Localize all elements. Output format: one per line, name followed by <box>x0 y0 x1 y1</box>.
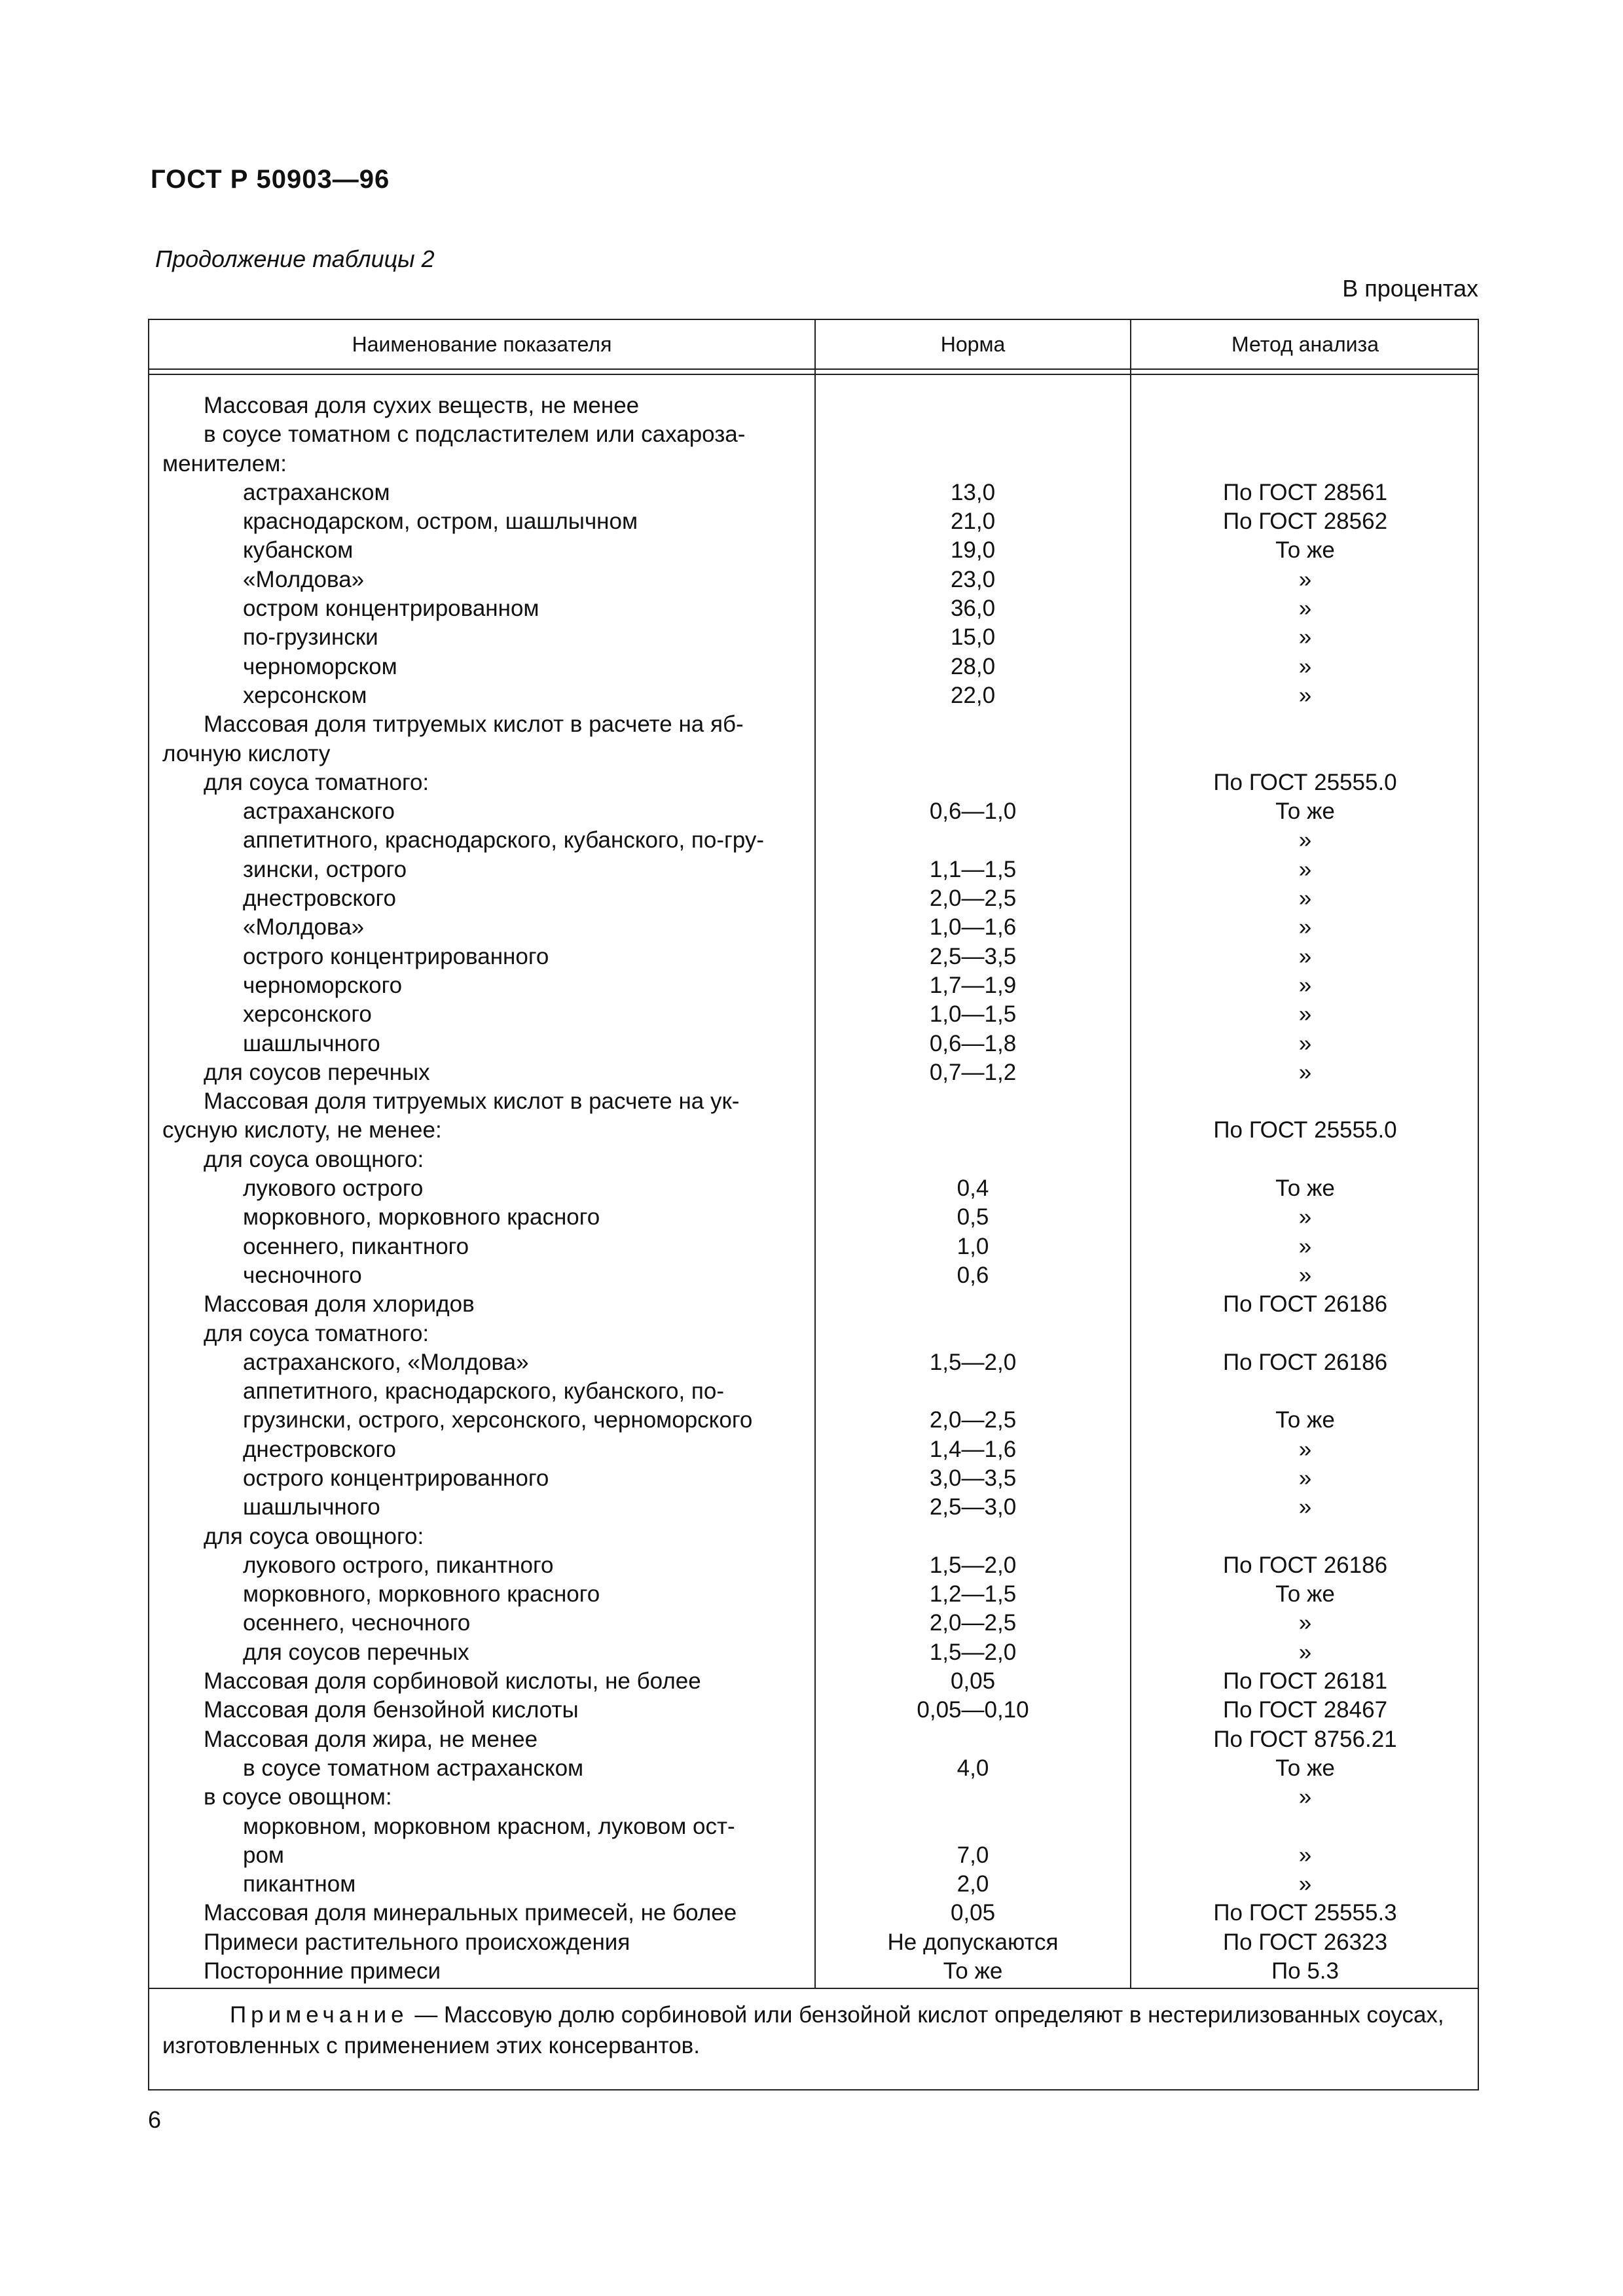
cell-method: По ГОСТ 26186 <box>1222 1291 1388 1318</box>
table-row <box>149 1174 1478 1203</box>
cell-method: По ГОСТ 28467 <box>1222 1697 1388 1723</box>
cell-indicator-name: для соусов перечных <box>243 1639 469 1665</box>
table-row <box>149 1609 1478 1638</box>
cell-indicator-name: морковного, морковного красного <box>243 1581 600 1607</box>
cell-indicator-name: лукового острого <box>243 1175 424 1202</box>
cell-method: » <box>1298 1059 1312 1085</box>
table-row <box>149 710 1478 739</box>
cell-norm: 22,0 <box>950 682 996 708</box>
cell-indicator-name: острого концентрированного <box>243 943 549 969</box>
cell-indicator-name: Массовая доля жира, не менее <box>204 1726 538 1752</box>
cell-indicator-name: Примеси растительного происхождения <box>204 1929 630 1955</box>
table-row <box>149 1000 1478 1029</box>
column-header-norm: Норма <box>940 332 1006 356</box>
cell-indicator-name: лочную кислоту <box>162 740 331 766</box>
cell-norm: 4,0 <box>957 1755 989 1781</box>
cell-norm: 23,0 <box>950 566 996 592</box>
cell-norm: 2,5—3,5 <box>929 943 1017 969</box>
cell-indicator-name: астраханском <box>243 479 390 505</box>
cell-indicator-name: пикантном <box>243 1871 356 1897</box>
cell-method: То же <box>1275 1175 1335 1202</box>
cell-method: По ГОСТ 25555.0 <box>1213 1117 1397 1143</box>
cell-indicator-name: острого концентрированного <box>243 1465 549 1491</box>
table-row <box>149 391 1478 420</box>
cell-norm: 0,7—1,2 <box>929 1059 1017 1085</box>
cell-method: По 5.3 <box>1271 1958 1339 1984</box>
table-row <box>149 1638 1478 1667</box>
cell-method: » <box>1298 653 1312 679</box>
column-header-method: Метод анализа <box>1231 332 1379 356</box>
cell-norm: 2,0—2,5 <box>929 1610 1017 1636</box>
table-row <box>149 653 1478 681</box>
cell-method: По ГОСТ 28562 <box>1222 509 1388 535</box>
table-row <box>149 1203 1478 1232</box>
cell-method: » <box>1298 624 1312 651</box>
cell-indicator-name: для соуса томатного: <box>204 1320 429 1346</box>
cell-norm: 36,0 <box>950 596 996 622</box>
cell-norm: 7,0 <box>957 1842 989 1868</box>
cell-norm: 0,6—1,0 <box>929 798 1017 825</box>
table-body <box>149 391 1478 1986</box>
specification-table <box>148 319 1479 2090</box>
cell-method: » <box>1298 596 1312 622</box>
cell-indicator-name: днестровского <box>243 886 397 912</box>
cell-method: То же <box>1275 1407 1335 1433</box>
cell-method: По ГОСТ 26181 <box>1222 1668 1388 1695</box>
cell-indicator-name: в соусе томатном астраханском <box>243 1755 584 1781</box>
cell-method: » <box>1298 886 1312 912</box>
cell-norm: 0,6—1,8 <box>929 1030 1017 1056</box>
table-row <box>149 1435 1478 1464</box>
table-row <box>149 855 1478 884</box>
cell-method: То же <box>1275 798 1335 825</box>
cell-norm: 0,4 <box>957 1175 989 1202</box>
cell-indicator-name: лукового острого, пикантного <box>243 1552 554 1578</box>
cell-norm: 1,4—1,6 <box>929 1436 1017 1462</box>
units-label: В процентах <box>1342 275 1478 302</box>
table-row <box>149 1957 1478 1986</box>
cell-indicator-name: осеннего, пикантного <box>243 1233 469 1259</box>
cell-indicator-name: менителем: <box>162 450 287 476</box>
cell-indicator-name: зински, острого <box>243 856 407 882</box>
document-code: ГОСТ Р 50903—96 <box>151 165 390 194</box>
cell-method: » <box>1298 1465 1312 1491</box>
cell-norm: 15,0 <box>950 624 996 651</box>
table-continuation-caption: Продолжение таблицы 2 <box>155 245 435 272</box>
cell-method: По ГОСТ 26186 <box>1222 1552 1388 1578</box>
cell-method: » <box>1298 1001 1312 1028</box>
cell-indicator-name: шашлычного <box>243 1494 380 1520</box>
table-row <box>149 740 1478 768</box>
cell-method: » <box>1298 682 1312 708</box>
table-row <box>149 1783 1478 1812</box>
table-row <box>149 1145 1478 1174</box>
table-row <box>149 768 1478 797</box>
table-row <box>149 971 1478 1000</box>
table-row <box>149 1464 1478 1493</box>
table-row <box>149 1319 1478 1348</box>
cell-method: » <box>1298 1233 1312 1259</box>
table-row <box>149 1841 1478 1870</box>
table-row <box>149 1116 1478 1145</box>
table-row <box>149 1522 1478 1551</box>
cell-method: » <box>1298 1262 1312 1288</box>
cell-indicator-name: Массовая доля бензойной кислоты <box>204 1697 579 1723</box>
table-row <box>149 1812 1478 1841</box>
table-row <box>149 1754 1478 1783</box>
cell-norm: 1,5—2,0 <box>929 1349 1017 1375</box>
cell-indicator-name: аппетитного, краснодарского, кубанского, по- <box>243 1378 724 1405</box>
table-row <box>149 1058 1478 1087</box>
table-row <box>149 1870 1478 1899</box>
table-row <box>149 420 1478 449</box>
table-row <box>149 1087 1478 1116</box>
cell-norm: 28,0 <box>950 653 996 679</box>
cell-method: » <box>1298 1030 1312 1056</box>
cell-indicator-name: «Молдова» <box>243 566 365 592</box>
cell-method: » <box>1298 566 1312 592</box>
cell-indicator-name: херсонского <box>243 1001 372 1028</box>
note-text: — Массовую долю сорбиновой или бензойной кислот определяют в нестерилизованных соусах, изготовленных с применением этих консервантов. <box>162 2002 1444 2058</box>
cell-indicator-name: черноморского <box>243 972 403 998</box>
cell-norm: 2,0—2,5 <box>929 886 1017 912</box>
table-row <box>149 1551 1478 1580</box>
cell-indicator-name: грузински, острого, херсонского, черноморского <box>243 1407 753 1433</box>
table-row <box>149 1261 1478 1290</box>
table-row <box>149 1290 1478 1319</box>
cell-method: По ГОСТ 25555.0 <box>1213 769 1397 795</box>
table-row <box>149 623 1478 652</box>
cell-method: » <box>1298 1494 1312 1520</box>
cell-method: » <box>1298 1842 1312 1868</box>
cell-norm: 0,05—0,10 <box>917 1697 1029 1723</box>
table-row <box>149 507 1478 536</box>
cell-norm: 1,0—1,6 <box>929 914 1017 941</box>
table-note <box>162 2000 1465 2061</box>
table-row <box>149 1696 1478 1725</box>
table-row <box>149 1899 1478 1928</box>
cell-norm: 0,5 <box>957 1204 989 1230</box>
table-row <box>149 1377 1478 1406</box>
cell-indicator-name: чесночного <box>243 1262 362 1288</box>
cell-indicator-name: в соусе томатном с подсластителем или сахароза- <box>204 422 746 448</box>
note-label: Примечание <box>230 2002 409 2028</box>
cell-indicator-name: Массовая доля минеральных примесей, не более <box>204 1900 737 1926</box>
table-row <box>149 1493 1478 1522</box>
cell-indicator-name: для соуса томатного: <box>204 769 429 795</box>
cell-norm: 1,5—2,0 <box>929 1552 1017 1578</box>
table-row <box>149 826 1478 855</box>
cell-norm: 1,0 <box>957 1233 989 1259</box>
cell-indicator-name: краснодарском, остром, шашлычном <box>243 509 638 535</box>
cell-norm: 1,0—1,5 <box>929 1001 1017 1028</box>
table-row <box>149 797 1478 826</box>
cell-method: То же <box>1275 1755 1335 1781</box>
cell-indicator-name: сусную кислоту, не менее: <box>162 1117 442 1143</box>
cell-indicator-name: осеннего, чесночного <box>243 1610 471 1636</box>
cell-norm: 0,05 <box>950 1668 996 1695</box>
cell-indicator-name: в соусе овощном: <box>204 1784 392 1810</box>
cell-norm: 2,5—3,0 <box>929 1494 1017 1520</box>
cell-indicator-name: остром концентрированном <box>243 596 539 622</box>
cell-method: » <box>1298 1610 1312 1636</box>
cell-indicator-name: Массовая доля титруемых кислот в расчете на яб- <box>204 711 744 738</box>
table-row <box>149 942 1478 971</box>
table-row <box>149 1030 1478 1058</box>
table-row <box>149 913 1478 942</box>
cell-method: То же <box>1275 1581 1335 1607</box>
table-row <box>149 536 1478 565</box>
column-header-name: Наименование показателя <box>352 332 612 356</box>
table-row <box>149 1928 1478 1957</box>
cell-method: » <box>1298 856 1312 882</box>
note-divider <box>149 1988 1478 1989</box>
cell-indicator-name: Массовая доля хлоридов <box>204 1291 475 1318</box>
cell-method: То же <box>1275 537 1335 564</box>
cell-indicator-name: шашлычного <box>243 1030 380 1056</box>
cell-indicator-name: черноморском <box>243 653 397 679</box>
cell-method: » <box>1298 1436 1312 1462</box>
cell-indicator-name: «Молдова» <box>243 914 365 941</box>
table-row <box>149 681 1478 710</box>
cell-indicator-name: аппетитного, краснодарского, кубанского, по-гру- <box>243 827 764 853</box>
cell-indicator-name: морковного, морковного красного <box>243 1204 600 1230</box>
cell-method: По ГОСТ 26186 <box>1222 1349 1388 1375</box>
cell-norm: 0,6 <box>957 1262 989 1288</box>
cell-norm: 1,7—1,9 <box>929 972 1017 998</box>
cell-indicator-name: для соуса овощного: <box>204 1523 424 1549</box>
cell-norm: 3,0—3,5 <box>929 1465 1017 1491</box>
cell-method: По ГОСТ 25555.3 <box>1213 1900 1397 1926</box>
cell-indicator-name: для соуса овощного: <box>204 1146 424 1172</box>
cell-indicator-name: по-грузински <box>243 624 378 651</box>
cell-method: » <box>1298 972 1312 998</box>
cell-indicator-name: Посторонние примеси <box>204 1958 441 1984</box>
cell-norm: 1,2—1,5 <box>929 1581 1017 1607</box>
table-row <box>149 884 1478 913</box>
table-row <box>149 450 1478 478</box>
header-divider <box>149 368 1478 370</box>
cell-norm: То же <box>943 1958 1003 1984</box>
cell-norm: 1,1—1,5 <box>929 856 1017 882</box>
cell-norm: 13,0 <box>950 479 996 505</box>
cell-method: » <box>1298 827 1312 853</box>
table-row <box>149 1348 1478 1377</box>
cell-method: По ГОСТ 8756.21 <box>1213 1726 1397 1752</box>
table-row <box>149 478 1478 507</box>
cell-method: » <box>1298 1639 1312 1665</box>
header-divider <box>149 374 1478 375</box>
cell-method: » <box>1298 914 1312 941</box>
table-row <box>149 1580 1478 1609</box>
cell-norm: 2,0—2,5 <box>929 1407 1017 1433</box>
cell-method: » <box>1298 943 1312 969</box>
table-row <box>149 1406 1478 1435</box>
table-row <box>149 565 1478 594</box>
table-row <box>149 1232 1478 1261</box>
cell-method: » <box>1298 1784 1312 1810</box>
cell-method: » <box>1298 1204 1312 1230</box>
table-row <box>149 1667 1478 1696</box>
table-row <box>149 594 1478 623</box>
page-number: 6 <box>148 2106 162 2133</box>
cell-indicator-name: Массовая доля сухих веществ, не менее <box>204 393 640 418</box>
cell-indicator-name: днестровского <box>243 1436 397 1462</box>
cell-indicator-name: для соусов перечных <box>204 1059 430 1085</box>
cell-norm: 19,0 <box>950 537 996 564</box>
cell-norm: 1,5—2,0 <box>929 1639 1017 1665</box>
table-row <box>149 1725 1478 1754</box>
cell-indicator-name: астраханского, «Молдова» <box>243 1349 529 1375</box>
cell-indicator-name: Массовая доля сорбиновой кислоты, не более <box>204 1668 701 1695</box>
cell-indicator-name: Массовая доля титруемых кислот в расчете на ук- <box>204 1088 740 1115</box>
cell-indicator-name: херсонском <box>243 682 367 708</box>
cell-norm: 2,0 <box>957 1871 989 1897</box>
cell-indicator-name: ром <box>243 1842 284 1868</box>
cell-method: » <box>1298 1871 1312 1897</box>
cell-method: По ГОСТ 28561 <box>1222 479 1388 505</box>
cell-indicator-name: кубанском <box>243 537 354 564</box>
cell-norm: Не допускаются <box>887 1929 1059 1955</box>
cell-indicator-name: астраханского <box>243 798 395 825</box>
cell-norm: 0,05 <box>950 1900 996 1926</box>
cell-indicator-name: морковном, морковном красном, луковом ост- <box>243 1813 735 1839</box>
cell-norm: 21,0 <box>950 509 996 535</box>
cell-method: По ГОСТ 26323 <box>1222 1929 1388 1955</box>
